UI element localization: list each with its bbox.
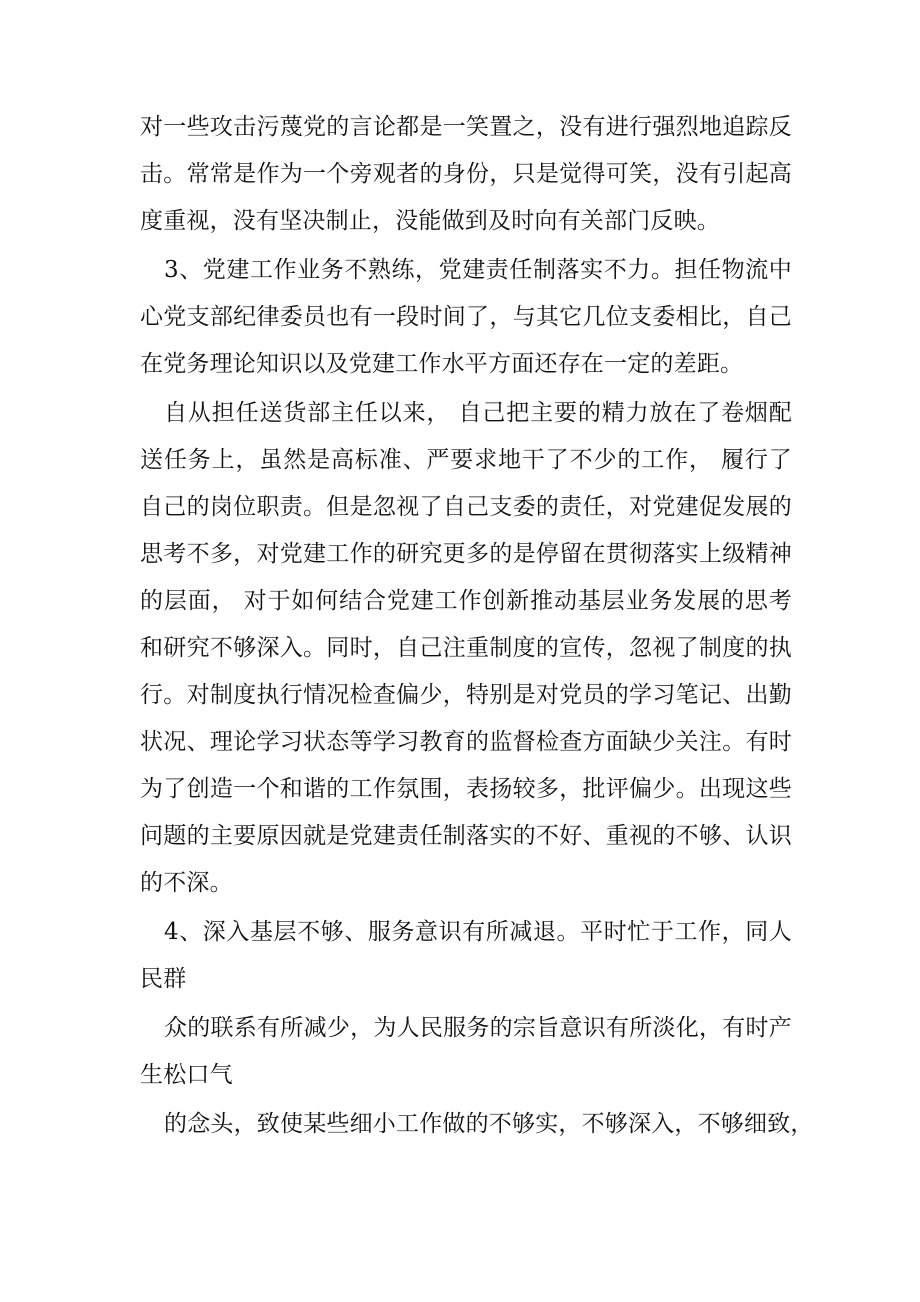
body-text xyxy=(140,104,814,1150)
text-line: 心党支部纪律委员也有一段时间了，与其它几位支委相比，自己 xyxy=(140,304,792,330)
paragraph-5 xyxy=(140,1005,792,1099)
paragraph-6 xyxy=(140,1101,814,1148)
text-line: 的念头，致使某些细小工作做的不够实，不够深入，不够细致， xyxy=(164,1111,814,1137)
text-line: 行。对制度执行情况检查偏少，特别是对党员的学习笔记、出勤 xyxy=(140,682,792,708)
text-line: 4、深入基层不够、服务意识有所减退。平时忙于工作，同人 xyxy=(164,919,792,945)
text-line: 对一些攻击污蔑党的言论都是一笑置之，没有进行强烈地追踪反 xyxy=(140,114,792,140)
text-line: 为了创造一个和谐的工作氛围，表扬较多，批评偏少。出现这些 xyxy=(140,776,792,802)
text-line: 状况、理论学习状态等学习教育的监督检查方面缺少关注。有时 xyxy=(140,729,792,755)
text-line: 击。常常是作为一个旁观者的身份，只是觉得可笑，没有引起高 xyxy=(140,161,792,187)
text-line: 送任务上，虽然是高标准、严要求地干了不少的工作， 履行了 xyxy=(140,447,792,473)
paragraph-1 xyxy=(140,104,792,245)
text-line: 的层面， 对于如何结合党建工作创新推动基层业务发展的思考 xyxy=(140,588,792,614)
text-line: 自从担任送货部主任以来， 自己把主要的精力放在了卷烟配 xyxy=(164,400,792,426)
paragraph-2 xyxy=(140,247,792,388)
text-line: 3、党建工作业务不熟练，党建责任制落实不力。担任物流中 xyxy=(164,257,792,283)
text-line: 思考不多，对党建工作的研究更多的是停留在贯彻落实上级精神 xyxy=(140,541,792,567)
text-line: 问题的主要原因就是党建责任制落实的不好、重视的不够、认识 xyxy=(140,823,792,849)
text-line: 度重视，没有坚决制止，没能做到及时向有关部门反映。 xyxy=(140,208,720,234)
text-line: 生松口气 xyxy=(140,1062,233,1088)
text-line: 的不深。 xyxy=(140,870,233,896)
text-line: 在党务理论知识以及党建工作水平方面还存在一定的差距。 xyxy=(140,351,744,377)
text-line: 和研究不够深入。同时，自己注重制度的宣传，忽视了制度的执 xyxy=(140,635,792,661)
text-line: 众的联系有所减少，为人民服务的宗旨意识有所淡化，有时产 xyxy=(164,1015,792,1041)
text-line: 民群 xyxy=(140,966,187,992)
paragraph-4 xyxy=(140,909,792,1003)
paragraph-3 xyxy=(140,390,792,907)
text-line: 自己的岗位职责。但是忽视了自己支委的责任，对党建促发展的 xyxy=(140,494,792,520)
